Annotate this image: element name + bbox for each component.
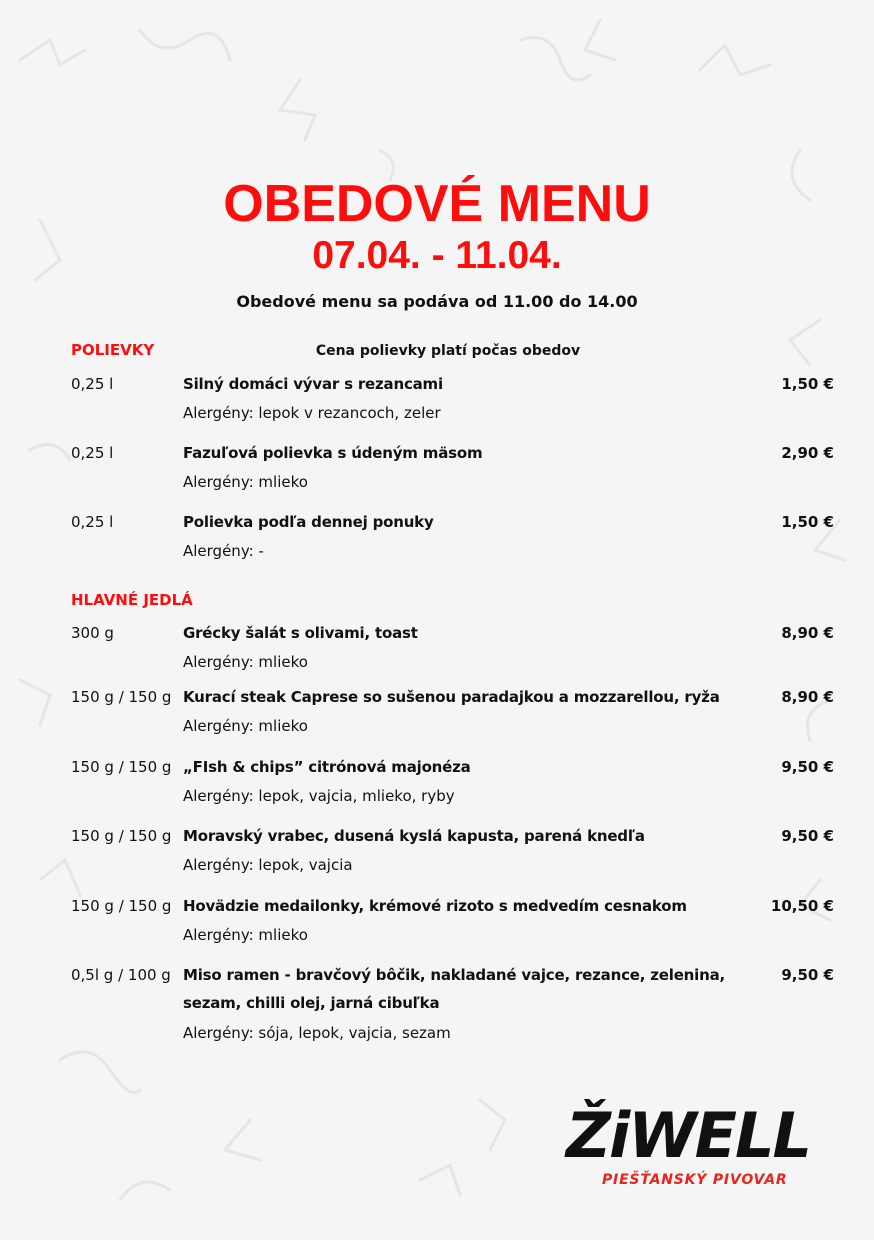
item-price: 9,50 € xyxy=(781,758,834,776)
item-allergens: Alergény: mlieko xyxy=(183,926,308,944)
item-quantity: 0,25 l xyxy=(71,375,114,393)
menu-title: OBEDOVÉ MENU xyxy=(223,175,651,233)
item-name: Silný domáci vývar s rezancami xyxy=(183,375,443,393)
menu-dates: 07.04. - 11.04. xyxy=(312,234,562,277)
soup-price-note: Cena polievky platí počas obedov xyxy=(315,343,581,359)
item-name: Kurací steak Caprese so sušenou paradajkou a mozzarellou, ryža xyxy=(183,688,720,706)
item-quantity: 300 g xyxy=(71,624,114,642)
item-allergens: Alergény: sója, lepok, vajcia, sezam xyxy=(183,1024,451,1042)
item-price: 1,50 € xyxy=(781,513,834,531)
logo-tagline: PIEŠŤANSKÝ PIVOVAR xyxy=(602,1172,788,1188)
item-price: 8,90 € xyxy=(781,688,834,706)
item-name: Moravský vrabec, dusená kyslá kapusta, parená knedľa xyxy=(183,827,645,845)
item-quantity: 150 g / 150 g xyxy=(71,827,172,845)
item-allergens: Alergény: - xyxy=(183,542,264,560)
item-name: Fazuľová polievka s údeným mäsom xyxy=(183,444,483,462)
section-heading-soups: POLIEVKY xyxy=(71,341,155,359)
item-name: Miso ramen - bravčový bôčik, nakladané vajce, rezance, zelenina, sezam, chilli olej, jarná cibuľka xyxy=(183,966,726,1012)
item-quantity: 150 g / 150 g xyxy=(71,897,172,915)
item-allergens: Alergény: mlieko xyxy=(183,473,308,491)
item-quantity: 150 g / 150 g xyxy=(71,688,172,706)
item-price: 1,50 € xyxy=(781,375,834,393)
item-name: Hovädzie medailonky, krémové rizoto s medvedím cesnakom xyxy=(183,897,687,915)
item-allergens: Alergény: mlieko xyxy=(183,717,308,735)
item-allergens: Alergény: mlieko xyxy=(183,653,308,671)
item-price: 9,50 € xyxy=(781,966,834,984)
service-hours: Obedové menu sa podáva od 11.00 do 14.00 xyxy=(236,292,638,311)
item-price: 2,90 € xyxy=(781,444,834,462)
item-price: 9,50 € xyxy=(781,827,834,845)
item-allergens: Alergény: lepok v rezancoch, zeler xyxy=(183,404,441,422)
brand-logo xyxy=(566,1092,822,1196)
item-price: 10,50 € xyxy=(770,897,834,915)
item-quantity: 0,25 l xyxy=(71,513,114,531)
item-name: Grécky šalát s olivami, toast xyxy=(183,624,418,642)
section-heading-mains: HLAVNÉ JEDLÁ xyxy=(71,591,193,609)
item-allergens: Alergény: lepok, vajcia, mlieko, ryby xyxy=(183,787,455,805)
item-quantity: 150 g / 150 g xyxy=(71,758,172,776)
item-quantity: 0,25 l xyxy=(71,444,114,462)
item-name: „FIsh & chips” citrónová majonéza xyxy=(183,758,471,776)
item-allergens: Alergény: lepok, vajcia xyxy=(183,856,353,874)
item-name: Polievka podľa dennej ponuky xyxy=(183,513,434,531)
logo-wordmark: ŽiWELL xyxy=(566,1099,810,1172)
item-quantity: 0,5l g / 100 g xyxy=(71,966,171,984)
item-price: 8,90 € xyxy=(781,624,834,642)
